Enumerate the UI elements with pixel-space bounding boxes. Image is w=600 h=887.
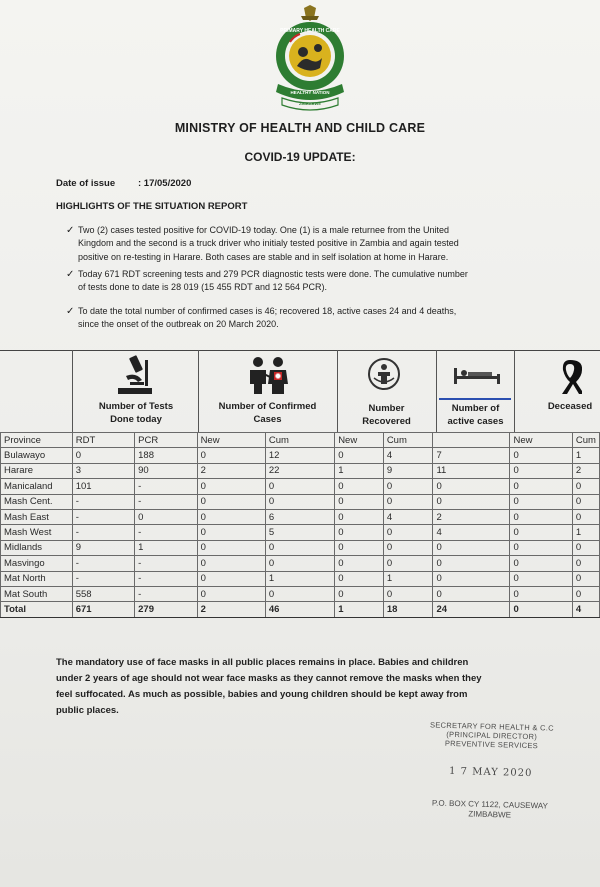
province-cell: Midlands xyxy=(1,540,73,555)
value-cell: 0 xyxy=(433,586,510,601)
value-cell: 1 xyxy=(335,463,384,478)
table-row xyxy=(1,586,600,601)
value-cell: 0 xyxy=(383,540,433,555)
stamp-date: 1 7 MAY 2020 xyxy=(448,765,533,780)
stamp-line: SECRETARY FOR HEALTH & C.C xyxy=(429,720,555,733)
recovered-column-title: Number Recovered xyxy=(362,403,411,427)
header-cell: Cum xyxy=(265,433,334,448)
value-cell: 0 xyxy=(383,586,433,601)
value-cell: 0 xyxy=(510,586,572,601)
table-row xyxy=(1,509,600,524)
value-cell: - xyxy=(72,556,134,571)
value-cell: 0 xyxy=(433,494,510,509)
stamp-line: PREVENTIVE SERVICES xyxy=(444,738,539,751)
confirmed-column-title: Number of Confirmed Cases xyxy=(218,401,317,425)
value-cell: 5 xyxy=(265,525,334,540)
value-cell: 0 xyxy=(510,602,572,617)
value-cell: 22 xyxy=(265,463,334,478)
value-cell: 0 xyxy=(335,586,384,601)
highlight-item xyxy=(66,268,578,295)
value-cell: 0 xyxy=(510,463,572,478)
value-cell: 9 xyxy=(383,463,433,478)
value-cell: 46 xyxy=(265,602,334,617)
value-cell: 188 xyxy=(135,448,197,463)
province-cell: Mash East xyxy=(1,509,73,524)
value-cell: 558 xyxy=(72,586,134,601)
value-cell: - xyxy=(135,479,197,494)
value-cell: 0 xyxy=(572,586,599,601)
table-total-row xyxy=(1,602,600,617)
value-cell: 4 xyxy=(572,602,599,617)
value-cell: 3 xyxy=(72,463,134,478)
table-row xyxy=(1,571,600,586)
table-row xyxy=(1,525,600,540)
table-divider xyxy=(514,350,515,432)
value-cell: 18 xyxy=(383,602,433,617)
province-cell: Mash West xyxy=(1,525,73,540)
value-cell: 0 xyxy=(510,448,572,463)
value-cell: 0 xyxy=(572,479,599,494)
highlight-line: since the onset of the outbreak on 20 March 2020. xyxy=(78,319,279,330)
value-cell: 0 xyxy=(572,509,599,524)
update-title: COVID-19 UPDATE: xyxy=(244,150,356,164)
value-cell: 0 xyxy=(197,556,265,571)
value-cell: 0 xyxy=(383,525,433,540)
value-cell: 0 xyxy=(433,540,510,555)
header-cell xyxy=(433,433,510,448)
cases-by-province-table xyxy=(0,432,600,618)
checkmark-icon: ✓ xyxy=(66,306,75,317)
table-divider xyxy=(72,350,73,432)
stamp-address: ZIMBABWE xyxy=(468,809,512,820)
value-cell: 11 xyxy=(433,463,510,478)
value-cell: 0 xyxy=(335,479,384,494)
value-cell: - xyxy=(135,494,197,509)
mourning-ribbon-icon xyxy=(558,358,582,394)
value-cell: 0 xyxy=(197,509,265,524)
value-cell: 1 xyxy=(135,540,197,555)
value-cell: - xyxy=(72,494,134,509)
date-of-issue xyxy=(56,178,191,189)
value-cell: 2 xyxy=(572,463,599,478)
value-cell: 0 xyxy=(197,540,265,555)
logo-ring-text: PRIMARY HEALTH CARE xyxy=(280,28,340,34)
value-cell: 0 xyxy=(197,586,265,601)
value-cell: 4 xyxy=(433,525,510,540)
hospital-bed-icon xyxy=(452,364,502,386)
province-cell: Mash Cent. xyxy=(1,494,73,509)
value-cell: 0 xyxy=(572,556,599,571)
value-cell: 0 xyxy=(197,448,265,463)
value-cell: 0 xyxy=(197,494,265,509)
value-cell: 0 xyxy=(265,586,334,601)
value-cell: 0 xyxy=(510,540,572,555)
value-cell: 4 xyxy=(383,448,433,463)
value-cell: 0 xyxy=(383,494,433,509)
recovered-emblem-icon xyxy=(366,356,402,392)
value-cell: 1 xyxy=(572,525,599,540)
value-cell: 6 xyxy=(265,509,334,524)
value-cell: 7 xyxy=(433,448,510,463)
value-cell: 90 xyxy=(135,463,197,478)
highlights-heading: HIGHLIGHTS OF THE SITUATION REPORT xyxy=(56,201,248,212)
highlight-line: of tests done to date is 28 019 (15 455 RDT and 12 564 PCR). xyxy=(78,282,327,293)
highlight-line: Kingdom and the second is a truck driver who initialy tested positive in Zambia and again tested xyxy=(78,238,459,249)
value-cell: 0 xyxy=(572,494,599,509)
value-cell: 1 xyxy=(335,602,384,617)
value-cell: - xyxy=(135,586,197,601)
value-cell: 0 xyxy=(335,525,384,540)
microscope-icon xyxy=(110,354,160,396)
value-cell: 0 xyxy=(197,525,265,540)
value-cell: - xyxy=(135,571,197,586)
value-cell: 0 xyxy=(135,509,197,524)
value-cell: - xyxy=(135,556,197,571)
value-cell: 0 xyxy=(335,556,384,571)
official-stamp xyxy=(396,720,584,845)
face-mask-notice: The mandatory use of face masks in all public places remains in place. Babies and children under 2 years of age should not wear face masks as they cannot remove the masks when they feel suffocated. As much as possible, babies and young children should be kept away from public places. xyxy=(56,657,482,716)
table-row xyxy=(1,540,600,555)
value-cell: 0 xyxy=(197,571,265,586)
value-cell: 0 xyxy=(197,479,265,494)
highlight-item xyxy=(66,224,578,264)
date-value: : 17/05/2020 xyxy=(138,178,192,189)
value-cell: 0 xyxy=(433,556,510,571)
value-cell: 0 xyxy=(72,448,134,463)
table-row xyxy=(1,463,600,478)
value-cell: 279 xyxy=(135,602,197,617)
value-cell: 0 xyxy=(433,571,510,586)
value-cell: 101 xyxy=(72,479,134,494)
value-cell: 0 xyxy=(335,448,384,463)
ministry-heading: MINISTRY OF HEALTH AND CHILD CARE xyxy=(174,121,426,135)
value-cell: 0 xyxy=(510,556,572,571)
value-cell: - xyxy=(72,571,134,586)
value-cell: 0 xyxy=(510,571,572,586)
logo-country-text: ZIMBABWE xyxy=(299,101,321,106)
header-cell: New xyxy=(335,433,384,448)
checkmark-icon: ✓ xyxy=(66,269,75,280)
value-cell: 0 xyxy=(510,494,572,509)
stamp-line: (PRINCIPAL DIRECTOR) xyxy=(446,729,538,742)
table-row xyxy=(1,479,600,494)
table-header-row xyxy=(1,433,600,448)
value-cell: 0 xyxy=(383,479,433,494)
active-column-title: Number of active cases xyxy=(447,403,504,427)
logo-motto-text: HEALTHY NATION xyxy=(290,90,330,95)
province-cell: Mat North xyxy=(1,571,73,586)
highlight-item xyxy=(66,305,578,332)
value-cell: 1 xyxy=(572,448,599,463)
checkmark-icon: ✓ xyxy=(66,225,75,236)
header-cell: Cum xyxy=(383,433,433,448)
value-cell: - xyxy=(72,509,134,524)
value-cell: 671 xyxy=(72,602,134,617)
province-cell: Mat South xyxy=(1,586,73,601)
value-cell: 2 xyxy=(433,509,510,524)
active-cases-underline xyxy=(439,398,511,400)
province-cell: Total xyxy=(1,602,73,617)
value-cell: 0 xyxy=(265,556,334,571)
value-cell: 0 xyxy=(510,479,572,494)
value-cell: 0 xyxy=(265,494,334,509)
highlight-line: To date the total number of confirmed cases is 46; recovered 18, active cases 24 and 4 deaths, xyxy=(78,306,457,316)
value-cell: 0 xyxy=(433,479,510,494)
date-label: Date of issue xyxy=(56,178,116,189)
ministry-logo-icon xyxy=(268,4,352,116)
highlight-line: positive on re-testing in Harare. Both cases are stable and in self isolation at home in Harare. xyxy=(78,251,449,262)
stamp-address: P.O. BOX CY 1122, CAUSEWAY xyxy=(431,798,549,811)
header-cell: Province xyxy=(1,433,73,448)
province-cell: Manicaland xyxy=(1,479,73,494)
value-cell: 0 xyxy=(335,571,384,586)
header-cell: RDT xyxy=(72,433,134,448)
value-cell: 2 xyxy=(197,602,265,617)
header-cell: Cum xyxy=(572,433,599,448)
header-cell: PCR xyxy=(135,433,197,448)
doctor-patient-icon xyxy=(244,354,294,396)
value-cell: - xyxy=(135,525,197,540)
value-cell: 0 xyxy=(383,556,433,571)
value-cell: 0 xyxy=(265,479,334,494)
deceased-column-title: Deceased xyxy=(547,401,593,412)
value-cell: 0 xyxy=(265,540,334,555)
tests-column-title: Number of Tests Done today xyxy=(98,401,174,425)
value-cell: 0 xyxy=(335,494,384,509)
province-cell: Harare xyxy=(1,463,73,478)
table-row xyxy=(1,494,600,509)
province-cell: Bulawayo xyxy=(1,448,73,463)
value-cell: 1 xyxy=(265,571,334,586)
value-cell: 9 xyxy=(72,540,134,555)
highlight-line: Two (2) cases tested positive for COVID-19 today. One (1) is a male returnee from the United xyxy=(78,225,449,235)
table-row xyxy=(1,556,600,571)
value-cell: 0 xyxy=(572,571,599,586)
header-cell: New xyxy=(197,433,265,448)
header-cell: New xyxy=(510,433,572,448)
value-cell: 0 xyxy=(335,540,384,555)
value-cell: 24 xyxy=(433,602,510,617)
value-cell: 0 xyxy=(510,525,572,540)
value-cell: 0 xyxy=(335,509,384,524)
highlight-line: Today 671 RDT screening tests and 279 PCR diagnostic tests were done. The cumulative number xyxy=(78,269,468,279)
province-cell: Masvingo xyxy=(1,556,73,571)
value-cell: 2 xyxy=(197,463,265,478)
value-cell: 12 xyxy=(265,448,334,463)
value-cell: 4 xyxy=(383,509,433,524)
table-top-border xyxy=(0,350,600,351)
value-cell: 1 xyxy=(383,571,433,586)
value-cell: 0 xyxy=(510,509,572,524)
value-cell: 0 xyxy=(572,540,599,555)
table-row xyxy=(1,448,600,463)
value-cell: - xyxy=(72,525,134,540)
